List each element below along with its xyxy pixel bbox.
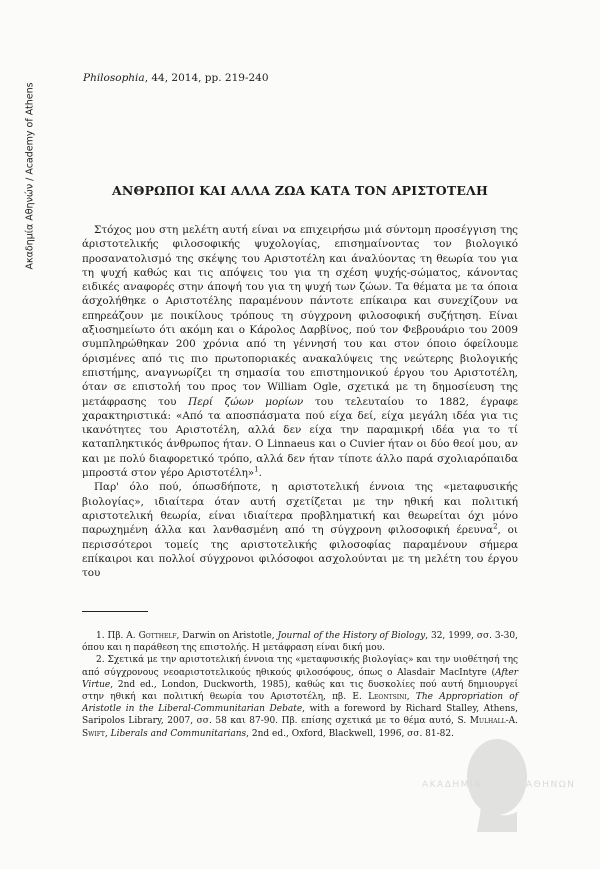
paragraph-2-end: , οι περισσότεροι τομείς της αριστοτελικής φιλοσοφίας παραμένουν σήμερα επίκαιροι και πολλοί σύγχρονοι φιλόσοφοι ασχολούνται με τη μελέτη του έργου του	[82, 524, 518, 580]
footnote-2-part-4: ,	[406, 692, 416, 703]
footnote-2-part-8: ,	[104, 728, 111, 739]
paragraph-1	[82, 223, 518, 480]
footnote-1	[82, 630, 518, 654]
article-title: ΑΝΘΡΩΠΟΙ ΚΑΙ ΑΛΛΑ ΖΩΑ ΚΑΤΑ ΤΟΝ ΑΡΙΣΤΟΤΕΛΗ	[111, 183, 489, 198]
academy-watermark	[422, 722, 576, 842]
paragraph-1-text: Στόχος μου στη μελέτη αυτή είναι να επιχειρήσω μιά σύντομη προσέγγιση της άριστοτελικής φιλοσοφικής ψυχολογίας, επισημαίνοντας τον βιολογικό προσανατολισμό της σκέψης του Αριστοτέλη και άναλύοντας τη θεωρία του για τη ψυχή καθώς και τις απόψεις του για τη σχέση ψυχής-σώματος, κάνοντας ειδικές αναφορές στην άποψή του για τη ψυχή των ζώων. Τα θέματα με τα όποια άσχολήθηκε ο Αριστοτέλης παραμένουν πάντοτε επίκαιρα και συνεχίζουν να επηρεάζουν με ποικίλους τρόπους τη σύγχρονη φιλοσοφική συζήτηση. Είναι αξιοσημείωτο ότι ακόμη και ο Κάρολος Δαρβίνος, πού τον Φεβρουάριο του 2009 συμπληρώθηκαν 200 χρόνια από τη γέννησή του και στον όποιο όφείλουμε όρισμένες από τις πιο πρωτοποριακές ανακαλύψεις της νεώτερης βιολογικής επιστήμης, αναγνωρίζει τη σημασία του επιστημονικού έργου του Αριστοτέλη, όταν σε επιστολή του προς τον William Ogle, σχετικά με τη δημοσίευση της μετάφρασης του	[82, 224, 518, 408]
paragraph-2	[82, 480, 518, 580]
footnote-2-part-5: The Appropriation of Aristotle in the Liberal-Communitarian Debate	[82, 692, 519, 715]
journal-citation	[83, 72, 269, 84]
paragraph-1-end: .	[258, 467, 262, 480]
journal-name: Philosophia	[83, 72, 145, 84]
footnote-1-part-2: , Darwin on Aristotle,	[176, 631, 278, 641]
footnote-2-part-7: Mulhall-A. Swift	[82, 716, 518, 739]
footnote-2-part-0: 2. Σχετικά με την αριστοτελική έννοια της «μεταφυσικής βιολογίας» και την υιοθέτησή της από σύγχρονους νεοαριστοτελικούς ηθικούς φιλοσόφους, όπως ο Alasdair MacIntyre (	[82, 655, 518, 678]
watermark-left-text: ΑΚΑΔΗΜΙΑ	[422, 780, 482, 790]
footnote-ref-2[interactable]: 2	[493, 522, 498, 531]
side-archive-label	[24, 40, 36, 270]
journal-volume-pages: , 44, 2014, pp. 219-240	[144, 72, 269, 84]
paragraph-2-text: Παρ' όλο πού, όπωσδήποτε, η αριστοτελική έννοια της «μεταφυσικής βιολογίας», ιδιαίτερα όταν αυτή σχετίζεται με την ηθική και πολιτική αριστοτελική θεωρία, είναι ιδιαίτερα προβληματική και θεωρείται όχι μόνο παρωχημένη άλλα και λανθασμένη από τη σύγχρονη φιλοσοφική έρευνα	[82, 481, 518, 537]
footnote-divider	[82, 611, 148, 612]
paragraph-1-after: του τελευταίου το 1882, έγραφε χαρακτηριστικά: «Από τα αποσπάσματα πού είχα δεί, είχα μεγάλη ιδέα για τις ικανότητες του Αριστοτέλη, αλλά δεν είχα την παραμικρή ιδέα για το τί καταπληκτικός άνθρωπος ήταν. Ο Linnaeus και ο Cuvier ήταν οι δύο θεοί μου, αν και με πολύ διαφορετικό τρόπο, αλλά δεν ήταν τίποτε άλλο παρά σχολιαρόπαιδα μπροστά στον γέρο Αριστοτέλη»	[82, 395, 518, 480]
footnote-2-part-6: , with a foreword by Richard Stalley, Athens, Saripolos Library, 2007, σσ. 58 και 87-90. Πβ. επίσης σχετικά με το θέμα αυτό, S.	[82, 704, 519, 727]
watermark-right-text: ΑΘΗΝΩΝ	[526, 780, 576, 790]
footnote-1-part-0: 1. Πβ. A.	[96, 631, 139, 641]
footnote-1-part-1: Gotthelf	[138, 631, 177, 641]
footnote-2-part-1: After Virtue	[82, 667, 518, 690]
footnote-2-part-10: , 2nd ed., Oxford, Blackwell, 1996, σσ. 81-82.	[246, 728, 454, 739]
footnote-2-part-9: Liberals and Communitarians	[110, 728, 247, 739]
footnote-ref-1[interactable]: 1	[254, 465, 259, 474]
footnote-1-part-3: Journal of the History of Biology	[277, 631, 426, 641]
side-archive-label-text: Ακαδημία Αθηνών / Academy of Athens	[24, 82, 36, 270]
paragraph-1-italic: Περί ζώων μορίων	[188, 395, 304, 408]
footnote-2-part-2: , 2nd ed., London, Duckworth, 1985), καθώς και τις δυσκολίες πού αυτή δημιουργεί στην ηθική και πολιτική θεωρία του Αριστοτέλη, πβ. E.	[82, 679, 518, 703]
article-body	[82, 223, 518, 580]
footnote-2-part-3: Leontsini	[368, 692, 407, 703]
footnote-1-part-4: , 32, 1999, σσ. 3-30, όπου και η παράθεση της επιστολής. Η μετάφραση είναι δική μου.	[82, 631, 518, 654]
